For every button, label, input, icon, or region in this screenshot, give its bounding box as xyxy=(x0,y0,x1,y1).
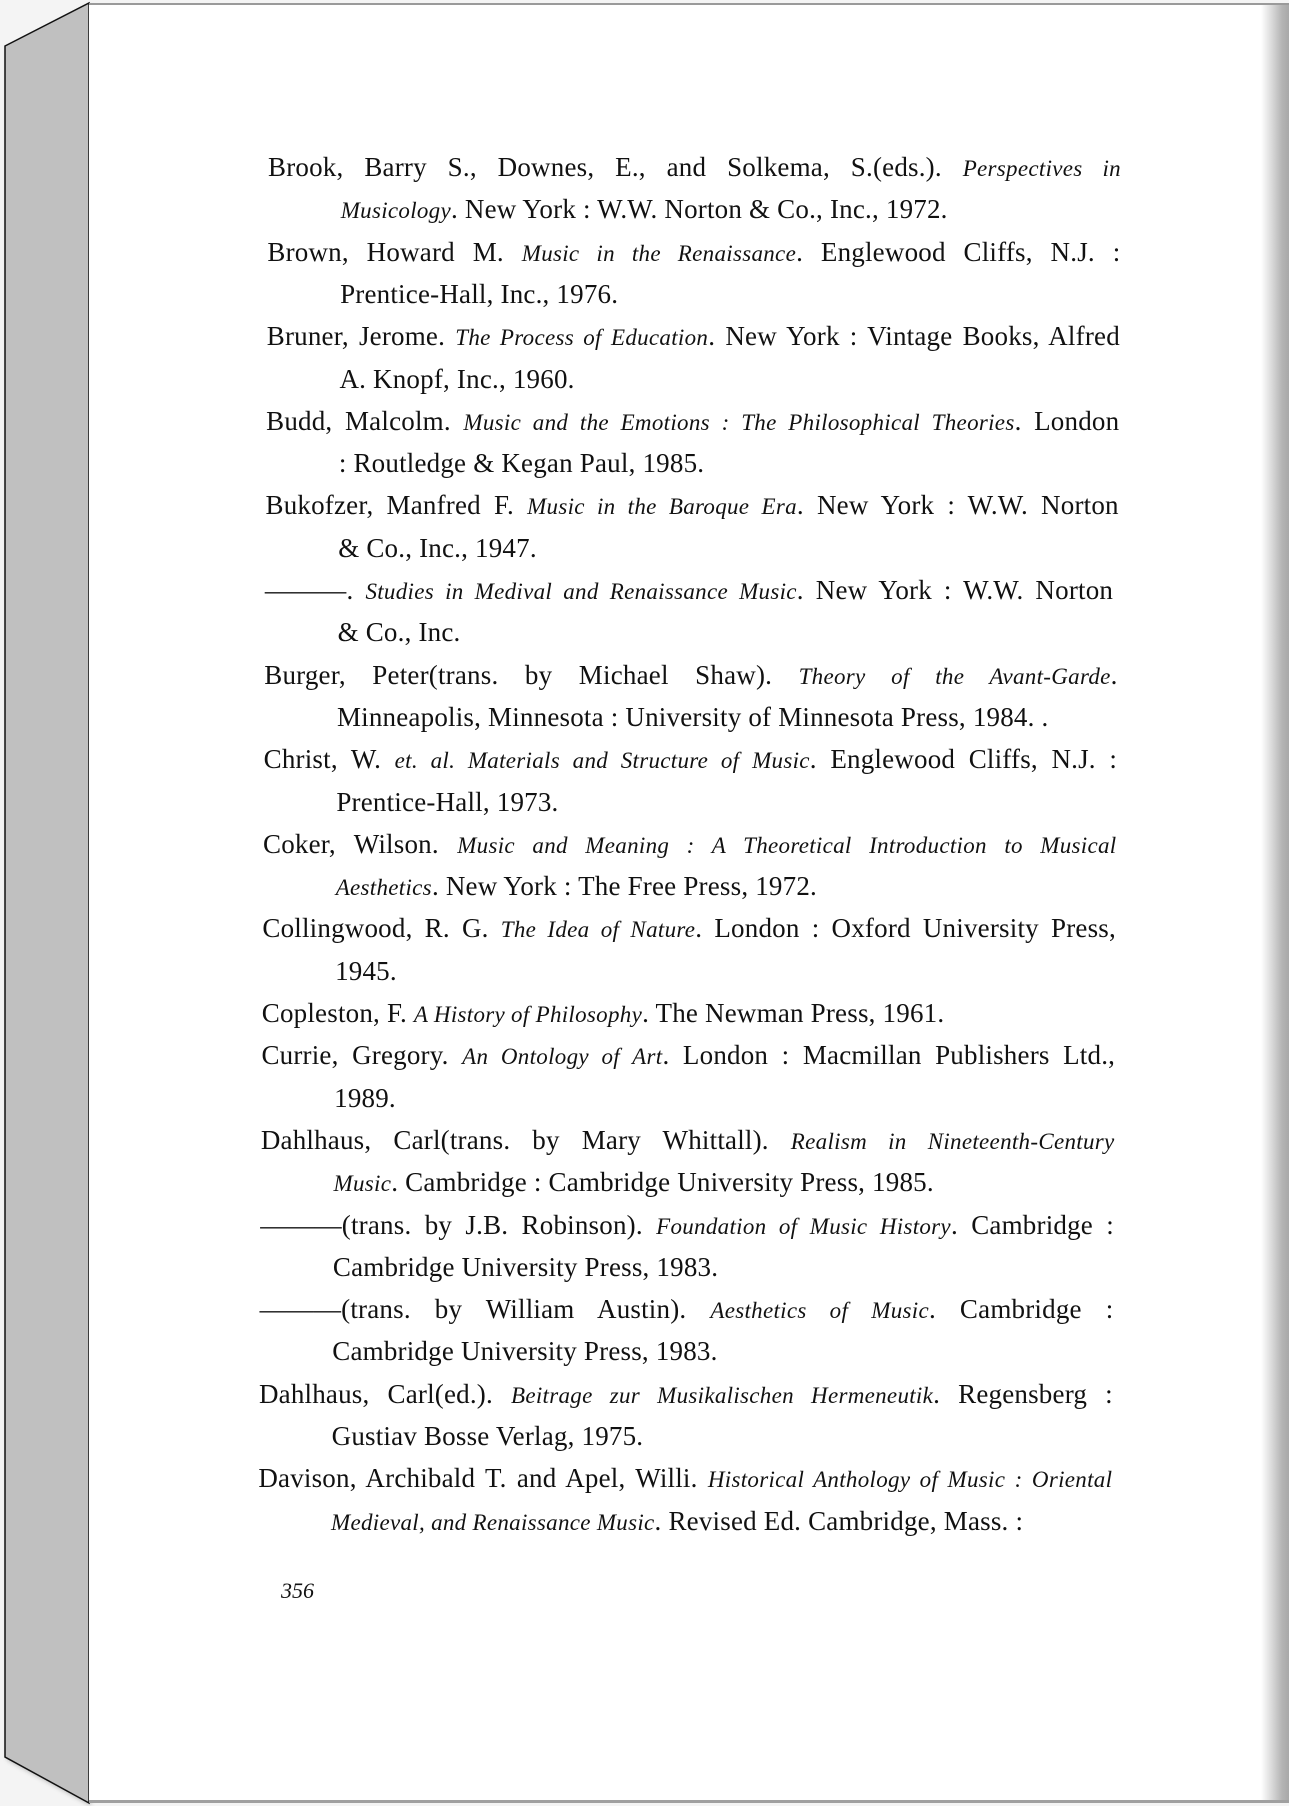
bibliography-entry-continuation xyxy=(338,532,537,564)
bibliography-entry-line xyxy=(267,236,1120,270)
entry-text: . London : Macmillan Publishers Ltd., xyxy=(662,1040,1116,1071)
entry-text: . Cambridge : xyxy=(928,1294,1114,1325)
entry-text: 1989. xyxy=(334,1082,396,1113)
bibliography-entry-continuation xyxy=(334,1166,934,1200)
bibliography-entry-continuation xyxy=(339,447,704,479)
entry-title-italic: Music in the Renaissance xyxy=(521,240,797,266)
entry-title-italic: Music and Meaning : A Theoretical Introduction to Musical xyxy=(457,832,1117,858)
entry-text: & Co., Inc., 1947. xyxy=(338,532,537,563)
bibliography-entry-line xyxy=(265,574,1113,608)
entry-title-italic: Studies in Medival and Renaissance Music xyxy=(365,579,797,604)
bibliography-entry-continuation xyxy=(341,193,948,227)
entry-text: : Routledge & Kegan Paul, 1985. xyxy=(338,448,705,479)
entry-title-italic: The Idea of Nature xyxy=(500,917,696,943)
entry-text: . New York : The Free Press, 1972. xyxy=(431,871,817,902)
entry-text: . Regensberg : xyxy=(933,1378,1113,1409)
entry-text: Cambridge University Press, 1983. xyxy=(332,1336,718,1367)
entry-text: Minneapolis, Minnesota : University of Minnesota Press, 1984. . xyxy=(336,701,1049,732)
entry-text: ———(trans. by J.B. Robinson). xyxy=(260,1209,657,1240)
bibliography-entry-continuation xyxy=(337,701,1049,733)
entry-text: Brown, Howard M. xyxy=(267,236,522,267)
bibliography-entry-line xyxy=(264,743,1117,777)
entry-text: Brook, Barry S., Downes, E., and Solkema, S.(eds.). xyxy=(268,152,963,182)
bibliography-entry-line xyxy=(266,489,1119,523)
entry-title-italic: Perspectives in xyxy=(962,156,1121,181)
entry-text: Bukofzer, Manfred F. xyxy=(265,490,528,521)
bibliography-entry-line xyxy=(267,320,1120,354)
bibliography-entry-continuation xyxy=(334,1082,396,1114)
bibliography-entry-line xyxy=(262,912,1116,946)
entry-title-italic: Foundation of Music History xyxy=(656,1213,951,1239)
entry-text: . Cambridge : xyxy=(950,1209,1114,1240)
page-edge-shadow xyxy=(1261,5,1289,1800)
entry-text: . New York : Vintage Books, Alfred xyxy=(708,321,1120,352)
entry-title-italic: Theory of the Avant-Garde xyxy=(798,663,1111,689)
entry-text: Currie, Gregory. xyxy=(261,1040,463,1071)
bibliography-entry-line xyxy=(262,997,945,1031)
bibliography-entry-line xyxy=(260,1209,1114,1243)
bibliography-entry-line xyxy=(263,828,1117,862)
entry-text: . New York : W.W. Norton & Co., Inc., 1972. xyxy=(451,194,948,225)
entry-title-italic: The Process of Education xyxy=(455,325,709,351)
entry-text: . New York : W.W. Norton xyxy=(796,490,1119,521)
entry-text: Dahlhaus, Carl(ed.). xyxy=(258,1378,511,1409)
entry-title-italic: Medieval, and Renaissance Music xyxy=(331,1509,655,1535)
entry-text: Gustiav Bosse Verlag, 1975. xyxy=(331,1421,644,1451)
entry-text: . The Newman Press, 1961. xyxy=(642,998,945,1028)
bibliography-entry-continuation xyxy=(332,1335,717,1367)
entry-text: . London xyxy=(1014,405,1120,436)
entry-text: . Englewood Cliffs, N.J. : xyxy=(809,744,1118,775)
entry-text: . London : Oxford University Press, xyxy=(695,913,1116,944)
entry-text: Prentice-Hall, 1973. xyxy=(336,786,559,817)
entry-text: Cambridge University Press, 1983. xyxy=(332,1251,719,1282)
entry-text: Burger, Peter(trans. by Michael Shaw). xyxy=(264,659,799,690)
bibliography-entry-continuation xyxy=(331,1505,1023,1539)
bibliography-entry-continuation xyxy=(339,363,574,395)
entry-title-italic: A History of Philosophy xyxy=(413,1002,643,1027)
entry-text: Davison, Archibald T. and Apel, Willi. xyxy=(258,1463,708,1494)
entry-title-italic: Historical Anthology of Music : Oriental xyxy=(707,1467,1113,1493)
entry-title-italic: Music and the Emotions : The Philosophical Theories xyxy=(463,409,1015,435)
entry-text: Coker, Wilson. xyxy=(263,828,458,859)
bibliography-entry-line xyxy=(258,1462,1112,1496)
entry-title-italic: Aesthetics xyxy=(335,875,432,901)
bibliography-entry-line xyxy=(259,1378,1113,1412)
bibliography-entry-line xyxy=(261,1124,1115,1158)
page-number: 356 xyxy=(281,1578,314,1603)
entry-title-italic: Music xyxy=(333,1171,392,1197)
entry-text: Bruner, Jerome. xyxy=(266,321,456,352)
entry-title-italic: Music in the Baroque Era xyxy=(527,494,797,520)
entry-text: Collingwood, R. G. xyxy=(262,913,501,944)
bibliography-entry-continuation xyxy=(332,1420,644,1452)
bibliography-entry-continuation xyxy=(335,955,397,987)
bibliography-entry-line xyxy=(266,405,1119,439)
entry-title-italic: Beitrage zur Musikalischen Hermeneutik xyxy=(510,1382,934,1408)
entry-title-italic: An Ontology of Art xyxy=(462,1044,663,1070)
bibliography-entry-line xyxy=(268,151,1121,185)
bibliography-entry-continuation xyxy=(336,870,817,904)
entry-title-italic: Aesthetics of Music xyxy=(710,1298,929,1324)
entry-text: . Englewood Cliffs, N.J. : xyxy=(796,236,1121,267)
entry-text: . Cambridge : Cambridge University Press, 1985. xyxy=(391,1167,934,1198)
entry-text: & Co., Inc. xyxy=(337,617,461,648)
entry-text: Budd, Malcolm. xyxy=(266,405,464,436)
bibliography-entry-continuation xyxy=(340,278,618,310)
entry-text: . xyxy=(1110,659,1118,690)
bibliography-entry-continuation xyxy=(338,616,461,648)
entry-text: ———(trans. by William Austin). xyxy=(259,1294,711,1325)
entry-text: Copleston, F. xyxy=(261,998,414,1028)
entry-text: ———. xyxy=(264,575,366,605)
entry-text: . New York : W.W. Norton xyxy=(796,575,1114,605)
entry-title-italic: Realism in Nineteenth-Century xyxy=(790,1128,1115,1154)
entry-text: 1945. xyxy=(335,955,397,986)
entry-text: Prentice-Hall, Inc., 1976. xyxy=(340,278,619,309)
entry-text: Christ, W. xyxy=(263,744,395,775)
bibliography-entry-line xyxy=(260,1293,1114,1327)
bibliography-entry-line xyxy=(264,659,1117,693)
entry-text: Dahlhaus, Carl(trans. by Mary Whittall). xyxy=(260,1124,791,1155)
entry-title-italic: et. al. Materials and Structure of Music xyxy=(394,748,810,774)
bibliography-entry-line xyxy=(261,1039,1115,1073)
entry-title-italic: Musicology xyxy=(340,198,451,224)
bibliography-entry-continuation xyxy=(333,1251,718,1283)
bibliography-entry-continuation xyxy=(336,786,558,818)
entry-text: A. Knopf, Inc., 1960. xyxy=(339,363,575,394)
entry-text: . Revised Ed. Cambridge, Mass. : xyxy=(654,1505,1024,1536)
